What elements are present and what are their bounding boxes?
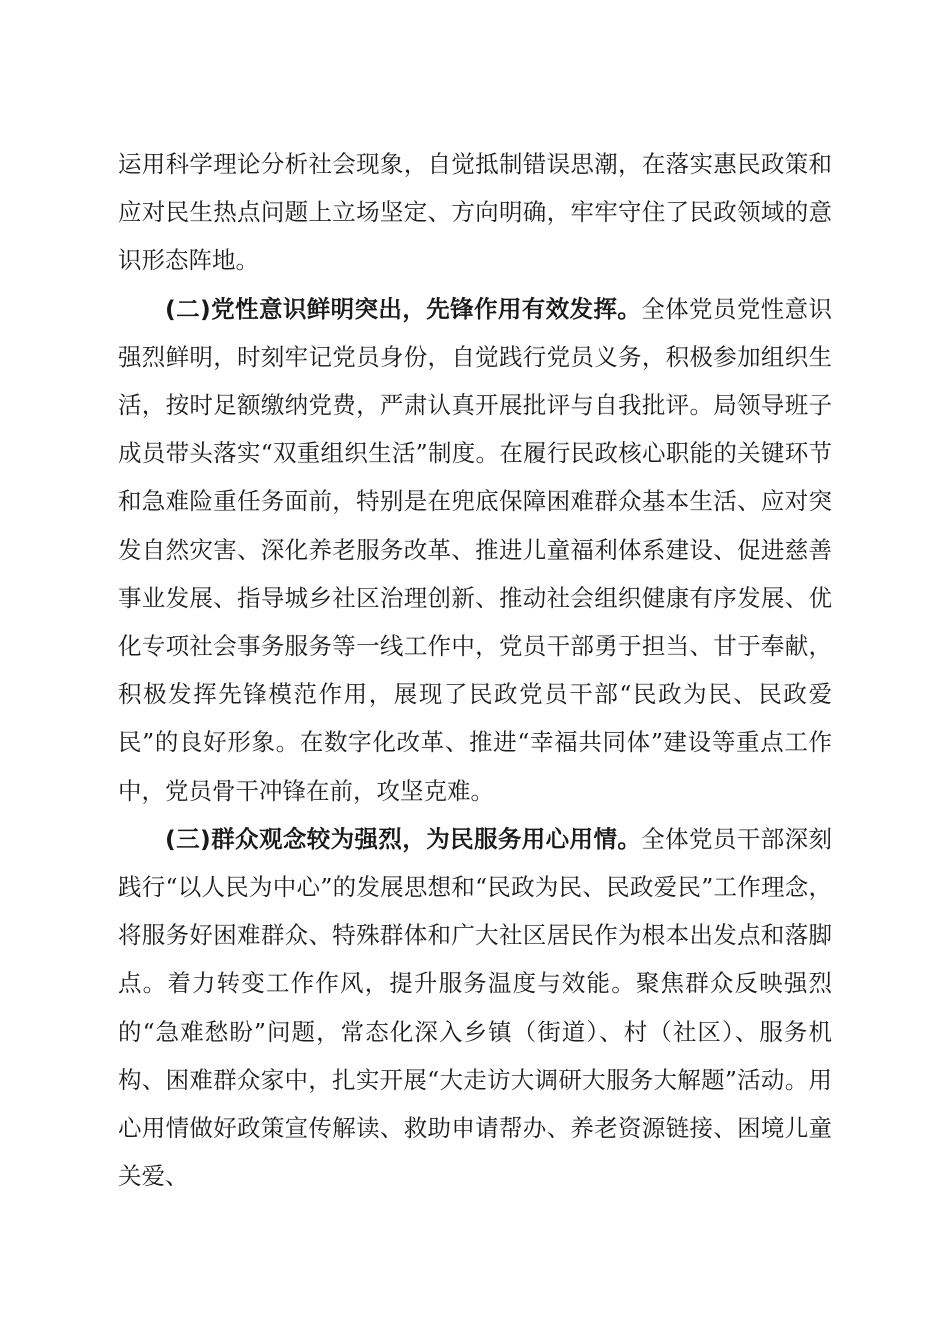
paragraph-continued (118, 140, 832, 285)
paragraph-mass-awareness (118, 815, 832, 1201)
section-heading: (三)群众观念较为强烈，为民服务用心用情。 (165, 824, 642, 853)
paragraph-text: 全体党员党性意识强烈鲜明，时刻牢记党员身份，自觉践行党员义务，积极参加组织生活，按时足额缴纳党费，严肃认真开展批评与自我批评。局领导班子成员带头落实“双重组织生活”制度。在履行民政核心职能的关键环节和急难险重任务面前，特别是在兜底保障困难群众基本生活、应对突发自然灾害、深化养老服务改革、推进儿童福利体系建设、促进慈善事业发展、指导城乡社区治理创新、推动社会组织健康有序发展、优化专项社会事务服务等一线工作中，党员干部勇于担当、甘于奉献，积极发挥先锋模范作用，展现了民政党员干部“民政为民、民政爱民”的良好形象。在数字化改革、推进“幸福共同体”建设等重点工作中，党员骨干冲锋在前，攻坚克难。 (118, 294, 833, 805)
paragraph-text: 运用科学理论分析社会现象，自觉抵制错误思潮，在落实惠民政策和应对民生热点问题上立场坚定、方向明确，牢牢守住了民政领域的意识形态阵地。 (118, 150, 832, 275)
document-body (118, 140, 832, 1200)
section-heading: (二)党性意识鲜明突出，先锋作用有效发挥。 (165, 294, 642, 323)
paragraph-party-spirit (118, 285, 832, 815)
paragraph-text: 全体党员干部深刻践行“以人民为中心”的发展思想和“民政为民、民政爱民”工作理念，将服务好困难群众、特殊群体和广大社区居民作为根本出发点和落脚点。着力转变工作作风，提升服务温度与效能。聚焦群众反映强烈的“急难愁盼”问题，常态化深入乡镇（街道）、村（社区）、服务机构、困难群众家中，扎实开展“大走访大调研大服务大解题”活动。用心用情做好政策宣传解读、救助申请帮办、养老资源链接、困境儿童关爱、 (118, 824, 833, 1191)
